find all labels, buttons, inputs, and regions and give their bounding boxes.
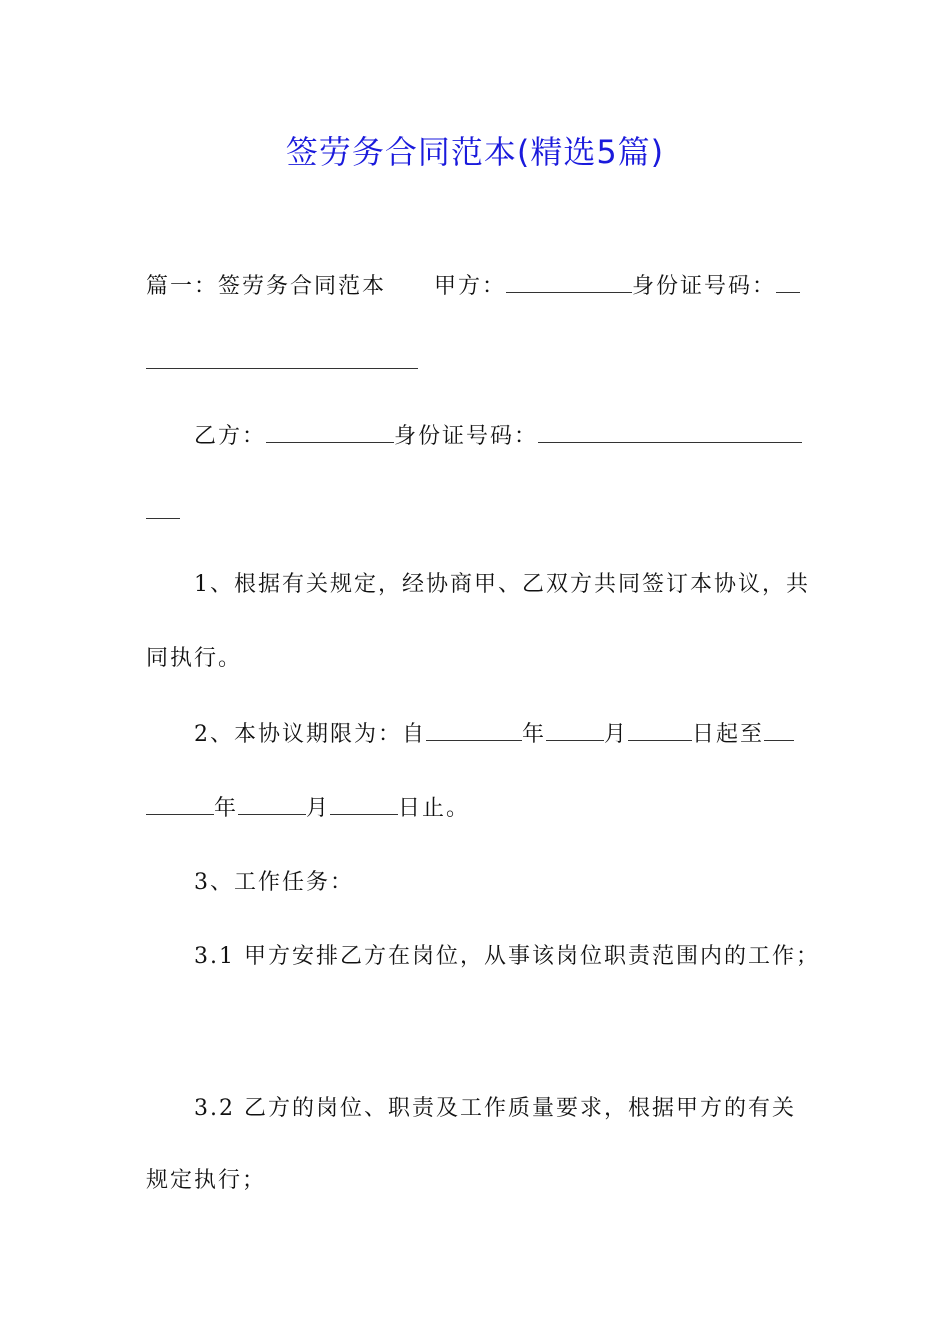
clause-1-line-1: 1、根据有关规定，经协商甲、乙双方共同签订本协议，共 [194,572,810,597]
end-year-blank-b [146,792,214,815]
party-b-id-blank-cont [146,496,180,519]
end-year-blank-a [764,718,794,741]
party-b-label: 乙方： [194,424,267,449]
party-a-id-continuation [146,346,418,378]
clause-3-heading: 3、工作任务： [194,870,354,895]
start-month-blank [546,718,604,741]
party-a-blank [506,270,632,293]
clause-3-item-2-line-2: 规定执行； [146,1168,267,1193]
clause-3-item-2-line-1: 3.2 乙方的岗位、职责及工作质量要求，根据甲方的有关 [194,1096,796,1121]
end-day-label: 日止。 [398,796,471,821]
party-a-id-blank-cont [146,346,418,369]
header-line [146,270,800,302]
document-title: 签劳务合同范本(精选5篇) [285,133,665,171]
clause-2-line-1 [194,718,794,750]
end-month-blank [238,792,306,815]
end-day-blank [330,792,398,815]
start-day-blank [628,718,692,741]
party-b-id-blank [538,420,802,443]
end-month-label: 月 [306,796,331,821]
party-a-label: 甲方： [434,274,507,299]
party-b-line [194,420,802,452]
section-label: 篇一：签劳务合同范本 [146,274,387,299]
end-year-label: 年 [214,796,239,821]
clause-1-line-2: 同执行。 [146,646,243,671]
start-year-blank [426,718,522,741]
party-a-id-label: 身份证号码： [632,274,777,299]
clause-2-line-2 [146,792,470,824]
start-month-label: 月 [604,722,629,747]
party-b-id-label: 身份证号码： [394,424,539,449]
start-year-label: 年 [522,722,547,747]
start-day-label: 日起至 [692,722,765,747]
clause-3-item-1: 3.1 甲方安排乙方在岗位，从事该岗位职责范围内的工作； [194,944,820,969]
party-b-blank [266,420,394,443]
clause-2-prefix: 2、本协议期限为：自 [194,722,426,747]
party-b-id-continuation [146,496,180,528]
party-a-id-blank [776,270,800,293]
